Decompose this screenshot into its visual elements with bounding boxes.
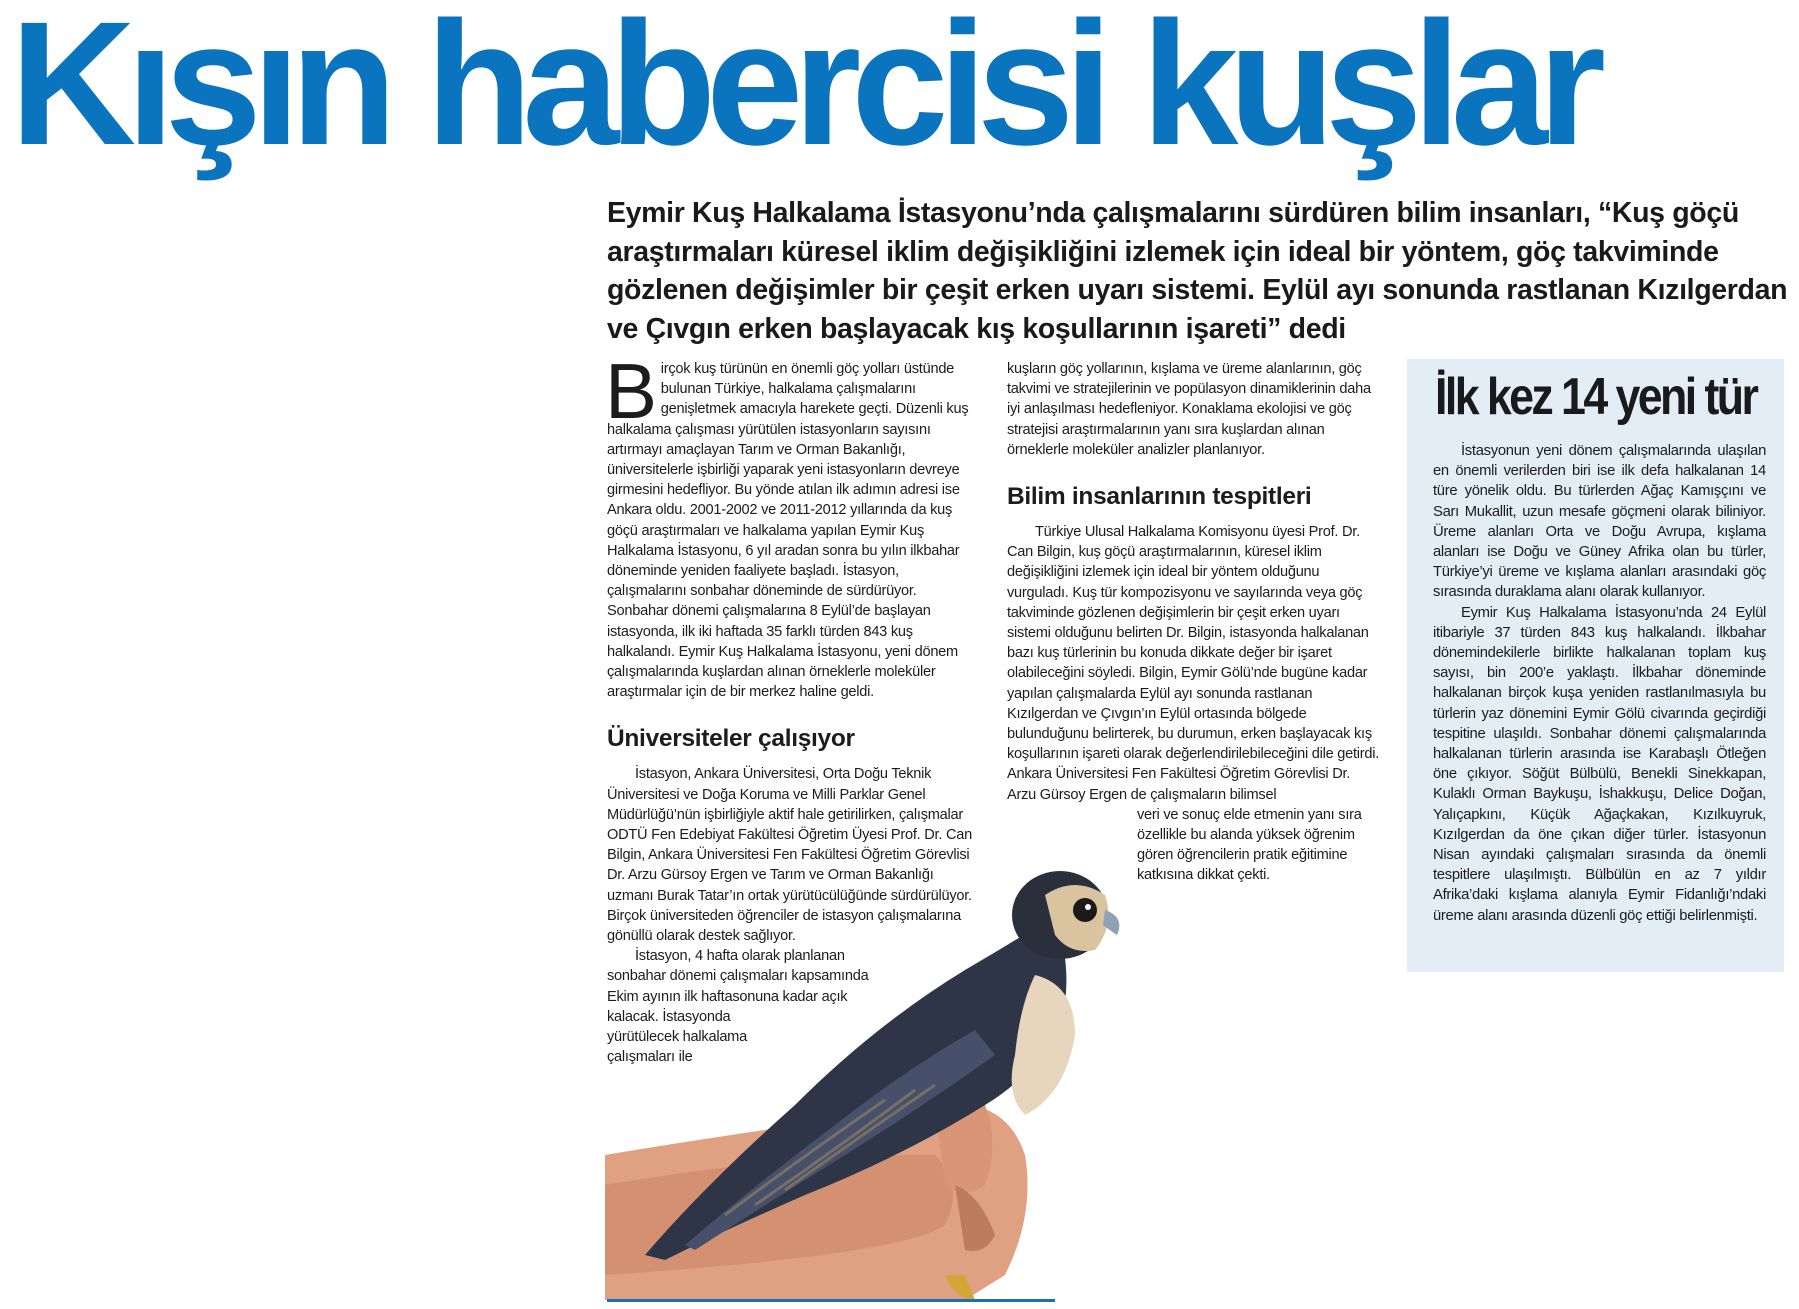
- body-paragraph-continued: yürütülecek halkalama çalışmaları ile: [607, 1029, 747, 1066]
- drop-cap: B: [605, 347, 657, 435]
- body-paragraph: irçok kuş türünün en önemli göç yolları üstünde bulunan Türkiye, halkalama çalışmalarını genişletmek amacıyla harekete geçti. Düzenli kuş halkalama çalışması yürütülen istasyonların sayısını artırmayı amaçlayan Tarım ve Orman Bakanlığı, üniversitelerle işbirliği yaparak yeni istasyonların devreye girmesini hedefliyor. Bu yönde atılan ilk adımın adresi ise Ankara oldu. 2001-2002 ve 2011-2012 yıllarında da kuş göçü araştırmaları ve halkalama yapılan Eymir Kuş Halkalama İstasyonu, 6 yıl aradan sonra bu yılın ilkbahar döneminde yeniden faaliyete başladı. İstasyon, çalışmalarını sonbahar döneminde de sürdürüyor. Sonbahar dönemi çalışmalarına 8 Eylül’de başlayan istasyonda, ilk iki haftada 35 farklı türden 843 kuş halkalandı. Eymir Kuş Halkalama İstasyonu, yeni dönem çalışmalarında kuşlardan alınan örneklerle moleküler araştırmalar için de bir merkez haline geldi.: [607, 361, 969, 701]
- body-paragraph: İstasyon, 4 hafta olarak planlanan sonbahar dönemi çalışmaları kapsamında Ekim ayının ilk haftasonuna kadar açık kalacak. İstasyonda: [607, 948, 869, 1025]
- body-paragraph: Türkiye Ulusal Halkalama Komisyonu üyesi Prof. Dr. Can Bilgin, kuş göçü araştırmalarının, küresel iklim değişikliğini izlemek için ideal bir yöntem olduğunu vurguladı. Kuş tür kompozisyonu ve sayılarında veya göç takviminde gözlenen değişimlerin bir çeşit erken uyarı sistemi olduğunu belirten Dr. Bilgin, istasyonda halkalanan bazı kuş türlerinin bu konuda dikkate değer bir işaret olabileceğini söyledi. Bilgin, Eymir Gölü’nde bugüne kadar yapılan çalışmalarda Eylül ayı sonunda rastlanan Kızılgerdan ve Çıvgın’ın Eylül ortasında bölgede bulunduğunu belirterek, bu durumun, erken başlayacak kış koşullarının işareti olarak değerlendirilebileceğini dile getirdi. Ankara Üniversitesi Fen Fakültesi Öğretim Görevlisi Dr. Arzu Gürsoy Ergen de çalışmaların bilimsel: [1007, 524, 1380, 803]
- body-paragraph: İstasyon, Ankara Üniversitesi, Orta Doğu Teknik Üniversitesi ve Doğa Koruma ve Milli Parklar Genel Müdürlüğü’nün işbirliğiyle aktif hale getirilirken, çalışmalar ODTÜ Fen Edebiyat Fakültesi Öğretim Üyesi Prof. Dr. Can Bilgin, Ankara Üniversitesi Fen Fakültesi Öğretim Görevlisi Dr. Arzu Gürsoy Ergen ve Tarım ve Orman Bakanlığı uzmanı Burak Tatar’ın ortak yürütücülüğünde sürdürülüyor. Birçok üniversiteden öğrenciler de istasyon çalışmalarına gönüllü olarak destek sağlıyor.: [607, 766, 972, 945]
- falcon-on-hand-photo: [605, 855, 1157, 1300]
- sidebar-title: İlk kez 14 yeni tür: [1435, 368, 1757, 426]
- body-paragraph: kuşların göç yollarının, kışlama ve üreme alanlarının, göç takvimi ve stratejilerinin ve popülasyon dinamiklerinin daha iyi anlaşılması hedefleniyor. Konaklama ekolojisi ve göç stratejisi araştırmalarının yanı sıra kuşlardan alınan örneklerle moleküler analizler planlanıyor.: [1007, 361, 1371, 458]
- bottom-rule: [607, 1299, 1055, 1302]
- sidebar-paragraph: Eymir Kuş Halkalama İstasyonu’nda 24 Eylül itibariyle 37 türden 843 kuş halkalandı. İlkbahar dönemindekilerle birlikte halkalanan toplam kuş sayısı, bin 200’e yaklaştı. İlkbahar döneminde halkalanan birçok kuşa yeniden rastlanılmasıyla bu türlerin yaz dönemini Eymir Gölü civarında geçirdiği tespitine ulaşıldı. Sonbahar dönemi çalışmalarında halkalanan türlerin arasında ise Karabaşlı Ötleğen öne çıkıyor. Söğüt Bülbülü, Benekli Sinekkapan, Kulaklı Orman Baykuşu, İshakkuşu, Delice Doğan, Yalıçapkını, Küçük Ağaçkakan, Kızılkuyruk, Kızılgerdan da öne çıkan diğer türler. İstasyonun Nisan ayındaki çalışmaları sırasında da önemli tespitlere ulaşılmıştı. Bülbülün en az 7 yıldır Afrika’daki kışlama alanıyla Eymir Fidanlığı’ndaki üreme alanı arasında düzenli göç ettiği belirlenmişti.: [1433, 604, 1766, 924]
- body-paragraph-wrapped: veri ve sonuç elde etmenin yanı sıra özellikle bu alanda yüksek öğrenim gören öğrencilerin pratik eğitimine katkısına dikkat çekti.: [1137, 806, 1362, 884]
- sidebar-box: [1407, 359, 1784, 972]
- sidebar-paragraph: İstasyonun yeni dönem çalışmalarında ulaşılan en önemli verilerden biri ise ilk defa halkalanan 14 türe yönelik oldu. Bu türlerden Ağaç Kamışçını ve Sarı Mukallit, uzun mesafe göçmeni olarak biliniyor. Üreme alanları Orta ve Doğu Avrupa, kışlama alanları ise Doğu ve Güney Afrika olan bu türler, Türkiye’yi üreme ve kışlama alanları arasındaki göç sırasında duraklama alanı olarak kullanıyor.: [1433, 443, 1766, 601]
- subheading: Bilim insanlarının tespitleri: [1007, 483, 1312, 511]
- headline: Kışın habercisi kuşlar: [10, 0, 1597, 182]
- article-column-2: [1007, 359, 1382, 886]
- spot-paragraph: Eymir Kuş Halkalama İstasyonu’nda çalışmalarını sürdüren bilim insanları, “Kuş göçü araştırmaları küresel iklim değişikliğini izlemek için ideal bir yöntem, göç takviminde gözlenen değişimler bir çeşit erken uyarı sistemi. Eylül ayı sonunda rastlanan Kızılgerdan ve Çıvgın erken başlayacak kış koşullarının işareti” dedi: [607, 197, 1788, 345]
- subheading: Üniversiteler çalışıyor: [607, 725, 855, 753]
